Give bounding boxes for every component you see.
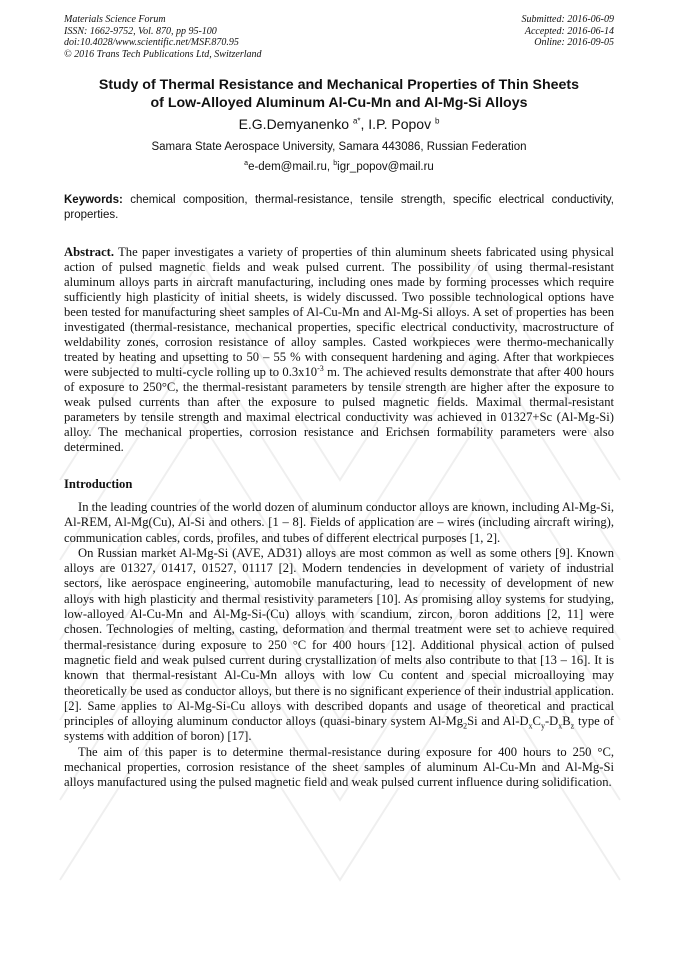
intro-p2-text-b: Si and Al-D	[467, 714, 529, 729]
intro-p2-text-a: On Russian market Al-Mg-Si (AVE, AD31) alloys are most common as well as some others [9]. Known alloys are 01327, 01417, 01527, 01117 [2]. Modern tendencies in development of variety of industrial sectors, like aerospace engineering, automobile manufacturing, lead to necessity of development of new alloys with high plasticity and thermal resistivity parameters [10]. As promising alloy systems for studying, low-alloyed Al-Cu-Mn and Al-Mg-Si-(Cu) alloys with scandium, zircon, boron additions [2, 11] were chosen. Technologies of melting, casting, deformation and thermal treatment were set to achieve required thermal-resistance during exposure to 250 °C for 400 hours [12]. Additional physical action of pulsed magnetic field and weak pulsed current during crystallization of melts also contribute to that [13 – 16]. It is known that thermal-resistant Al-Cu-Mn alloys with low Cu content and special microalloying may theoretically be used as conductor alloys, but there is no significant experience of their industrial application. [2]. Same applies to Al-Mg-Si-Cu alloys with described dopants and usage of theoretical and practical principles of alloying aluminum conductor alloys (quasi-binary system Al-Mg	[64, 545, 614, 729]
publication-dates	[522, 14, 615, 60]
affiliation: Samara State Aerospace University, Samara 443086, Russian Federation	[151, 141, 527, 153]
doi-line: doi:10.4028/www.scientific.net/MSF.870.95	[64, 37, 239, 48]
intro-p2-text-d: -D	[544, 714, 559, 729]
abstract-text-2: m. The achieved results demonstrate that after 400 hours of exposure to 250°C, the thermal-resistant parameters by tensile strength are higher after the exposure to weak pulsed currents than after the exposure to pulsed magnetic fields. Maximal thermal-resistant parameters by tensile strength and maximal electrical conductivity was achieved in 01327+Sc (Al-Mg-Si) alloy. The mechanical properties, corrosion resistance and Erichsen formability parameters were also determined.	[64, 365, 614, 454]
copyright-line: © 2016 Trans Tech Publications Ltd, Switzerland	[64, 48, 262, 60]
intro-p2-sub-2: x	[528, 721, 533, 731]
keywords-label: Keywords:	[64, 194, 123, 206]
journal-name: Materials Science Forum	[64, 14, 166, 25]
intro-p2-text-c: C	[532, 714, 541, 729]
author-1: E.G.Demyanenko	[238, 116, 353, 132]
intro-p2-sub-4: x	[558, 721, 563, 731]
intro-paragraph-1: In the leading countries of the world dozen of aluminum conductor alloys are known, including Al-Mg-Si, Al-REM, Al-Mg(Cu), Al-Si and others. [1 – 8]. Fields of application are – wires (including aircraft wiring), communication cables, cords, profiles, and tubes of different electrical purposes [1, 2].	[64, 500, 614, 545]
author-2-affil-mark: b	[434, 116, 440, 126]
intro-p2-sub-5: z	[570, 721, 575, 731]
intro-paragraph-2	[64, 546, 614, 745]
paper-title	[64, 76, 614, 112]
intro-p2-text-e: B	[562, 714, 571, 729]
issn-line: ISSN: 1662-9752, Vol. 870, pp 95-100	[64, 25, 217, 37]
title-line-2: of Low-Alloyed Aluminum Al-Cu-Mn and Al-Mg-Si Alloys	[150, 95, 528, 111]
author-2: , I.P. Popov	[360, 116, 435, 132]
keywords-text: chemical composition, thermal-resistance, tensile strength, specific electrical conductivity, properties.	[64, 194, 614, 221]
intro-p2-sub-3: y	[540, 721, 545, 731]
abstract	[64, 245, 614, 455]
keywords	[64, 193, 614, 223]
submitted-date: Submitted: 2016-06-09	[521, 14, 614, 25]
intro-p2-text-f: type of systems with addition of boron) [17].	[64, 714, 614, 744]
intro-p2-sub-1: 2	[463, 721, 468, 731]
author-1-affil-mark: a*	[352, 116, 361, 126]
intro-paragraph-3: The aim of this paper is to determine thermal-resistance during exposure for 400 hours to 250 °C, mechanical properties, corrosion resistance of the sheet samples of aluminum Al-Cu-Mn and Al-Mg-Si alloys manufactured using the pulsed magnetic field and weak pulsed current influence during solidification.	[64, 744, 614, 790]
email-a-mark: a	[244, 160, 249, 168]
journal-header	[64, 14, 614, 60]
email-b-mark: b	[333, 160, 338, 168]
paper-page	[64, 14, 614, 791]
author-list	[64, 116, 614, 132]
online-date: Online: 2016-09-05	[534, 37, 614, 48]
abstract-exponent: -3	[317, 363, 324, 373]
abstract-text-1: The paper investigates a variety of properties of thin aluminum sheets fabricated using physical action of pulsed magnetic fields and weak pulsed current. The possibility of using thermal-resistant aluminum alloys parts in aircraft manufacturing, including ones made by forming processes which require sufficiently high plasticity of initial sheets, is widely discussed. Two possible technological options have been tested for manufacturing sheet samples of Al-Cu-Mn and Al-Mg-Si alloys. A set of properties has been investigated (thermal-resistance, mechanical properties, specific electrical conductivity, macrostructure of weldability zones, corrosion resistance of alloy samples. Casted workpieces were thermo-mechanically treated by heating and upsetting to 50 – 55 % with consequent hardening and aging. After that workpieces were subjected to multi-cycle rolling up to 0.3x10	[64, 245, 614, 379]
abstract-label: Abstract.	[64, 245, 115, 259]
section-heading-introduction: Introduction	[64, 477, 133, 491]
author-emails	[64, 161, 614, 173]
accepted-date: Accepted: 2016-06-14	[524, 25, 614, 37]
email-a: e-dem@mail.ru,	[248, 161, 334, 173]
journal-info	[64, 14, 262, 60]
email-b: igr_popov@mail.ru	[337, 161, 434, 173]
title-line-1: Study of Thermal Resistance and Mechanical Properties of Thin Sheets	[98, 77, 580, 93]
